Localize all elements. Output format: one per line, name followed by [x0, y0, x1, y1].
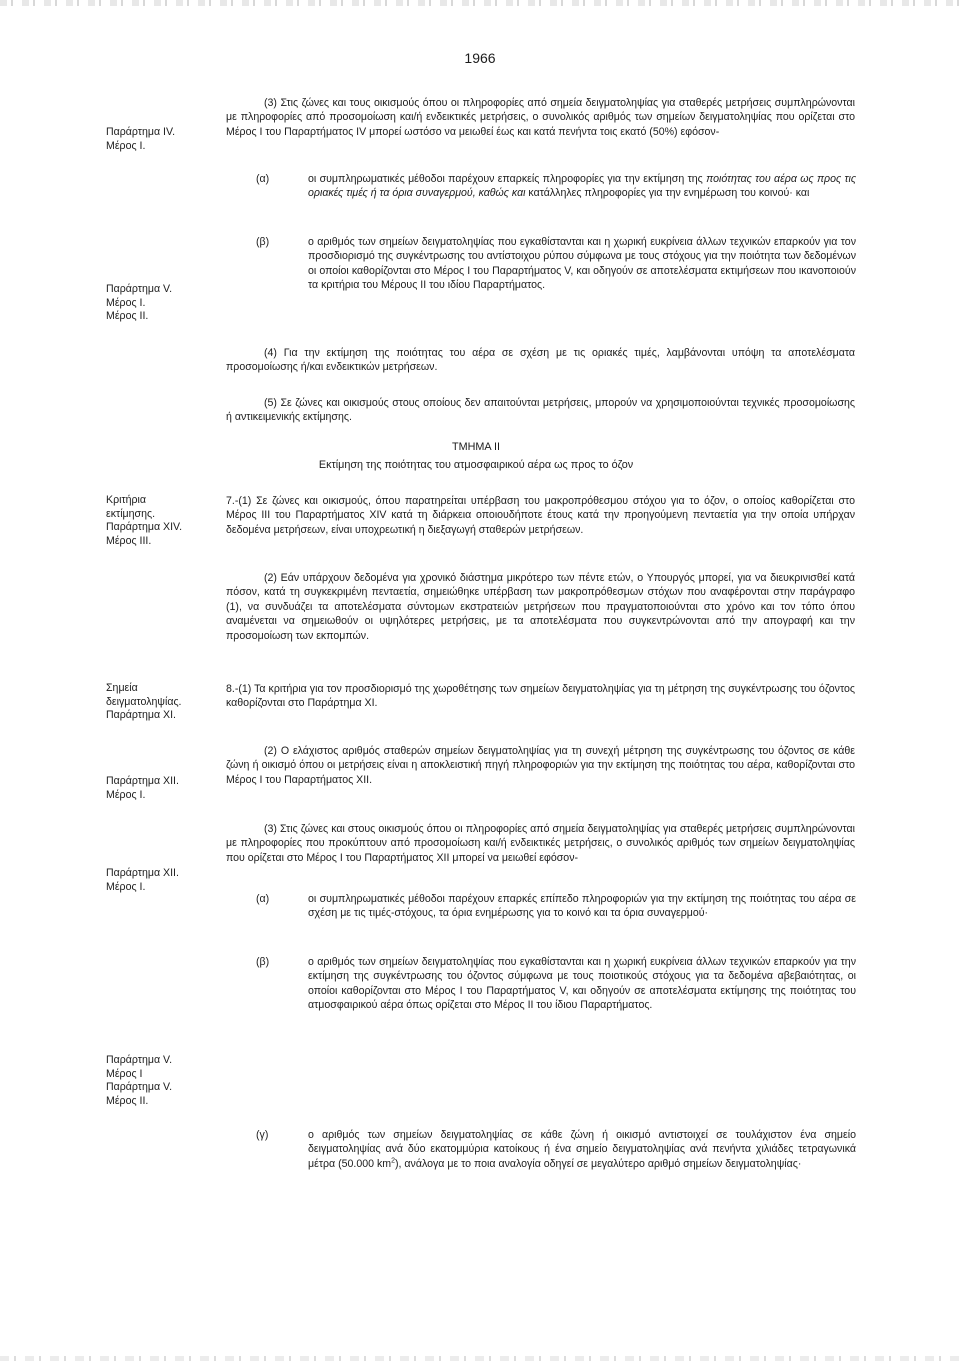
page-number: 1966	[464, 50, 496, 66]
margin-line: Μέρος Ι	[106, 1067, 143, 1080]
margin-line: Παράρτημα XII.	[106, 775, 179, 787]
section-subtitle: Εκτίμηση της ποιότητας του ατμοσφαιρικού αέρα ως προς το όζον	[318, 459, 634, 471]
margin-line: Παράρτημα V.	[106, 1081, 173, 1094]
item-label-a-2: (α)	[256, 893, 270, 905]
scan-edge-bottom	[0, 1356, 960, 1361]
margin-line: Μέρος ΙΙ.	[106, 1094, 149, 1107]
article-8-item-g	[308, 1128, 856, 1171]
margin-note-sampling-points	[106, 682, 218, 723]
section-title: ΤΜΗΜΑ ΙΙ	[452, 441, 500, 453]
paragraph-5: (5) Σε ζώνες και οικισμούς στους οποίους δεν απαιτούνται μετρήσεις, μπορούν να χρησιμοποιούνται τεχνικές προσομοίωσης ή αντικειμενικής εκτίμησης.	[226, 397, 855, 424]
article-8-paragraph-3: (3) Στις ζώνες και στους οικισμούς όπου οι πληροφορίες από σημεία δειγματοληψίας για σταθερές μετρήσεις συμπληρώνονται με πληροφορίες που προκύπτουν από προσομοίωση και/ή ενδεικτικές μετρήσεις, ο συνολικός αριθμός των σημείων δειγματοληψίας που ορίζεται στο Μέρος Ι του Παραρτήματος XII μπορεί να μειωθεί εφόσον-	[226, 823, 855, 864]
item-g-text-post: ), ανάλογα με το ποια αναλογία οδηγεί σε μεγαλύτερο αριθμό σημείων δειγματοληψίας·	[395, 1157, 802, 1170]
margin-line: Μέρος Ι.	[106, 880, 146, 893]
paragraph-3-intro: (3) Στις ζώνες και τους οικισμούς όπου οι πληροφορίες από σημεία δειγματοληψίας για σταθερές μετρήσεις συμπληρώνονται με πληροφορίες από προσομοίωση και/ή ενδεικτικές μετρήσεις, ο συνολικός αριθμός των σημείων δειγματοληψίας που ορίζεται στο Μέρος Ι του Παραρτήματος IV μπορεί ωστόσο να μειωθεί έως και κατά πενήντα τοις εκατό (50%) εφόσον-	[226, 97, 855, 138]
margin-line: Παράρτημα XII.	[106, 867, 179, 879]
margin-line: Μέρος Ι.	[106, 788, 146, 801]
margin-note-annex-xii-b	[106, 867, 218, 894]
margin-line: εκτίμησης.	[106, 507, 156, 520]
item-a-text-part: κατάλληλες πληροφορίες για την ενημέρωση του κοινού· και	[528, 187, 810, 200]
margin-line: Κριτήρια	[106, 494, 147, 506]
item-a-text-italic: ποιότητας του αέρα ως προς τις οριακές τιμές ή τα όρια συναγερμού, καθώς και	[308, 173, 856, 200]
margin-note-annex-v	[106, 283, 218, 324]
margin-note-assessment-criteria	[106, 494, 218, 548]
item-g-text-pre: ο αριθμός των σημείων δειγματοληψίας σε κάθε ζώνη ή οικισμό αντιστοιχεί σε τουλάχιστον ένα σημείο δειγματοληψίας ανά δύο εκατομμύρια κατοίκους ή ένα σημείο δειγματοληψίας ανά πενήντα χιλιάδες τετραγωνικά μέτρα (50.000 km	[308, 1129, 856, 1170]
item-label-a: (α)	[256, 173, 270, 185]
margin-note-annex-v-b	[106, 1054, 218, 1108]
margin-line: Σημεία	[106, 682, 138, 694]
margin-line: Μέρος ΙΙ.	[106, 310, 149, 323]
item-label-g: (γ)	[256, 1129, 269, 1141]
article-8-item-b: ο αριθμός των σημείων δειγματοληψίας που εγκαθίστανται και η χωρική ευκρίνεια άλλων τεχνικών επαρκούν για την εκτίμηση της συγκέντρωσης του όζοντος σύμφωνα με τους ποιοτικούς στόχους για τα δεδομένα αβεβαιότητας, οι οποίοι καθορίζονται στο Μέρος Ι του Παραρτήματος V, και οδηγούν σε αποτελέσματα εκτίμησης της ποιότητας του ατμοσφαιρικού αέρα όπως ορίζεται στο Μέρος ΙΙ του ίδιου Παραρτήματος.	[308, 956, 856, 1012]
article-8-paragraph-2: (2) Ο ελάχιστος αριθμός σταθερών σημείων δειγματοληψίας για τη συνεχή μέτρηση της συγκέντρωσης του όζοντος σε κάθε ζώνη ή οικισμό όπου οι μετρήσεις είναι η αποκλειστική πηγή πληροφοριών για την εκτίμηση της ποιότητας του αέρα, καθορίζονται στο Μέρος Ι του Παραρτήματος XII.	[226, 745, 855, 786]
paragraph-4: (4) Για την εκτίμηση της ποιότητας του αέρα σε σχέση με τις οριακές τιμές, λαμβάνονται υπόψη τα αποτελέσματα προσομοίωσης ή/και ενδεικτικών μετρήσεων.	[226, 347, 855, 374]
margin-line: Παράρτημα XIV.	[106, 521, 183, 534]
margin-line: Μέρος Ι.	[106, 296, 146, 309]
margin-line: Παράρτημα IV.	[106, 126, 176, 138]
item-b-text: ο αριθμός των σημείων δειγματοληψίας που εγκαθίστανται και η χωρική ευκρίνεια άλλων τεχνικών επαρκούν για τον προσδιορισμό της συγκέντρωσης του αντίστοιχου ρύπου σύμφωνα με τους στόχους για την ποιότητα των δεδομένων οι οποίοι καθορίζονται στο Μέρος Ι του Παραρτήματος V, και οδηγούν σε αποτελέσματα εκτιμήσεων που ικανοποιούν τα κριτήρια του Μέρους ΙΙ του ιδίου Παραρτήματος.	[308, 236, 856, 292]
margin-line: Μέρος ΙΙΙ.	[106, 534, 152, 547]
margin-line: Παράρτημα V.	[106, 1054, 173, 1066]
margin-line: Παράρτημα V.	[106, 283, 173, 295]
article-8-paragraph-1: 8.-(1) Τα κριτήρια για τον προσδιορισμό της χωροθέτησης των σημείων δειγματοληψίας για τη μέτρηση της συγκέντρωσης του όζοντος καθορίζονται στο Παράρτημα XI.	[226, 683, 855, 710]
article-7-paragraph-2: (2) Εάν υπάρχουν δεδομένα για χρονικό διάστημα μικρότερο των πέντε ετών, ο Υπουργός μπορεί, για να διευκρινισθεί κατά πόσον, κατά τη συγκεκριμένη πενταετία, σημειώθηκε υπέρβαση των μακροπρόθεσμων στόχων που αναφέρονται στην παράγραφο (1), να συνδυάζει τα αποτελέσματα σύντομων εκστρατειών μετρήσεων που πραγματοποιούνται στο χρόνο και τον τόπο όπου αναμένεται να σημειωθούν οι υψηλότερες μετρήσεις, με τα αποτελέσματα που συγκεντρώνονται από την απογραφή και την προσομοίωση των εκπομπών.	[226, 572, 855, 642]
margin-note-annex-iv	[106, 126, 218, 153]
margin-note-annex-xii-a	[106, 775, 218, 802]
item-label-b-2: (β)	[256, 956, 270, 968]
superscript-2: 2	[391, 1157, 396, 1165]
margin-line: Παράρτημα XI.	[106, 709, 177, 722]
scan-edge-top	[0, 0, 960, 6]
article-8-item-a: οι συμπληρωματικές μέθοδοι παρέχουν επαρκές επίπεδο πληροφοριών για την εκτίμηση της ποιότητας του αέρα σε σχέση με τις τιμές-στόχους, τα όρια ενημέρωσης για το κοινό και τα όρια συναγερμού·	[308, 893, 856, 920]
margin-line: Μέρος Ι.	[106, 139, 146, 152]
item-a-text	[308, 172, 856, 201]
item-label-b: (β)	[256, 236, 270, 248]
item-a-text-part: οι συμπληρωματικές μέθοδοι παρέχουν επαρκείς πληροφορίες για την εκτίμηση της	[308, 173, 703, 185]
article-7-paragraph-1: 7.-(1) Σε ζώνες και οικισμούς, όπου παρατηρείται υπέρβαση του μακροπρόθεσμου στόχου για το όζον, ο οποίος καθορίζεται στο Μέρος ΙΙΙ του Παραρτήματος XIV κατά τη διάρκεια οποιουδήποτε έτους κατά την προηγούμενη πενταετία για την οποία υπήρχαν δεδομένα μετρήσεων, είναι υποχρεωτική η διεξαγωγή σταθερών μετρήσεων.	[226, 495, 855, 536]
margin-line: δειγματοληψίας.	[106, 695, 182, 708]
